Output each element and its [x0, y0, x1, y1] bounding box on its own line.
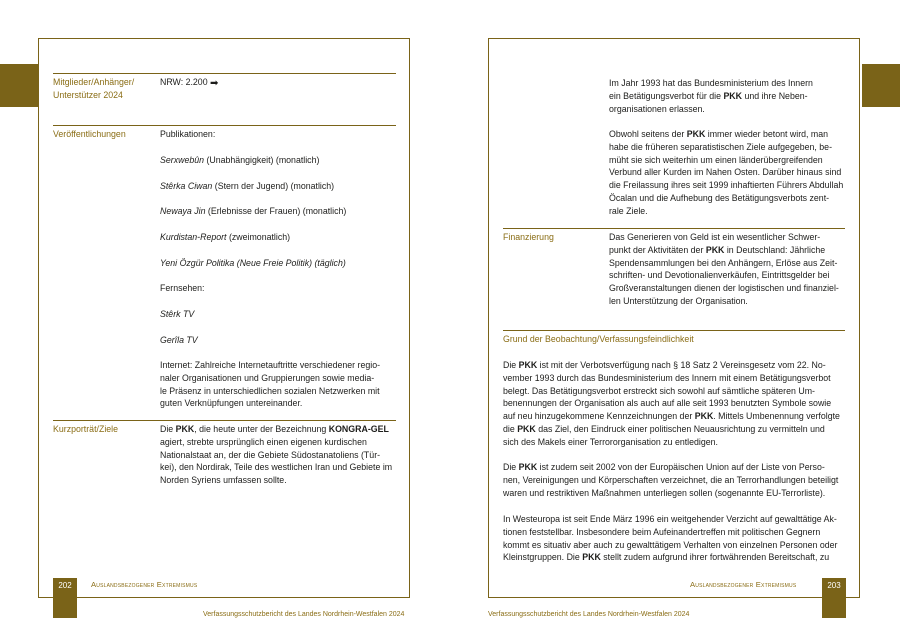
arrow-right-icon: ➡	[210, 78, 219, 89]
page-number-left: 202	[53, 578, 77, 618]
mitglieder-value	[160, 76, 218, 91]
tv-item: Gerîla TV	[160, 335, 198, 345]
publication-item: Yeni Özgür Politika (Neue Freie Politik) (täglich)	[160, 258, 346, 268]
left-side-tab	[0, 64, 38, 107]
page-number-right: 203	[822, 578, 846, 618]
publication-item: Stêrka Ciwan (Stern der Jugend) (monatlich)	[160, 181, 335, 191]
left-page	[38, 38, 410, 598]
label-finanzierung: Finanzierung	[503, 232, 554, 242]
running-head-right: Auslandsbezogener Extremismus	[690, 580, 797, 589]
publication-item: Kurdistan-Report (zweimonatlich)	[160, 232, 291, 242]
footer-right: Verfassungsschutzbericht des Landes Nordrhein-Westfalen 2024	[488, 611, 690, 618]
para-ziele: Obwohl seitens der PKK immer wieder betont wird, man habe die früheren separatistischen Ziele aufgegeben, be- müht sie sich weiterhin um einen länderübergreifenden Verbund aller Kurden im Nahen Osten. Darüber hinaus sind die Freilassung ihres seit 1999 inhaftierten Führers Abdullah Öcalan und die Aufhebung des Betätigungsverbots zent- rale Ziele.	[609, 129, 844, 216]
label-mitglieder	[53, 76, 134, 102]
mitglieder-count: NRW: 2.200	[160, 77, 208, 87]
finanzierung-text: Das Generieren von Geld ist ein wesentlicher Schwer- punkt der Aktivitäten der PKK in Deutschland: Jährliche Spendensammlungen bei den Anhängern, Erlöse aus Zeit- schriften- und Devotionalienverkäufen, Eintrittsgelder bei Großveranstaltungen dienen der logistischen und finanziel- len Unterstützung der Organisation.	[609, 232, 839, 306]
label-kurzportraet: Kurzporträt/Ziele	[53, 424, 119, 434]
grund-paragraph-2: Die PKK ist zudem seit 2002 von der Europäischen Union auf der Liste von Perso- nen, Vereinigungen und Körperschaften verzeichnet, die an Terrorhandlungen beteiligt waren und restriktiven Maßnahmen unterliegen sollen (sogenannte EU-Terrorliste).	[503, 462, 839, 498]
rule-top-left	[53, 73, 396, 74]
internet-text: Internet: Zahlreiche Internetauftritte verschiedener regio- naler Organisationen und Gruppierungen sowie media- le Präsenz in unterschiedlichen sozialen Netzwerken mit guten Verknüpfungen untereinander.	[160, 360, 381, 409]
label-line: Unterstützer 2024	[53, 89, 123, 100]
grund-heading: Grund der Beobachtung/Verfassungsfeindlichkeit	[503, 334, 694, 344]
rule-kurz	[53, 420, 396, 421]
rule-grund	[503, 330, 845, 331]
label-line: Mitglieder/Anhänger/	[53, 77, 135, 87]
grund-paragraph-1: Die PKK ist mit der Verbotsverfügung nach § 18 Satz 2 Vereinsgesetz vom 22. No- vember 1993 durch das Bundesministerium des Innern mit einem Betätigungsverbot belegt. Das Betätigungsverbot erstreckt sich sowohl auf sämtliche späteren Um- benennungen der Organisation als auch auf alle seit 1993 benutzten Symbole sowie auf neu hinzugekommene Kennzeichnungen der PKK. Mittels Umbenennung verfolgte die PKK das Ziel, den Eindruck einer politischen Neuausrichtung zu vermitteln und sich des Makels einer Terrororganisation zu entledigen.	[503, 360, 840, 447]
footer-left: Verfassungsschutzbericht des Landes Nordrhein-Westfalen 2024	[203, 611, 405, 618]
label-veroeffentlichungen: Veröffentlichungen	[53, 129, 126, 139]
running-head-left: Auslandsbezogener Extremismus	[91, 580, 198, 589]
rule-veroeff	[53, 125, 396, 126]
rule-finanzierung	[503, 228, 845, 229]
fernsehen-heading: Fernsehen:	[160, 283, 205, 293]
tv-item: Stêrk TV	[160, 309, 195, 319]
publication-item: Serxwebûn (Unabhängigkeit) (monatlich)	[160, 155, 320, 165]
publication-item: Newaya Jin (Erlebnisse der Frauen) (monatlich)	[160, 206, 347, 216]
right-side-tab	[862, 64, 900, 107]
para-betaetigungsverbot: Im Jahr 1993 hat das Bundesministerium des Innern ein Betätigungsverbot für die PKK und ihre Neben- organisationen erlassen.	[609, 78, 813, 114]
kurzportraet-text: Die PKK, die heute unter der Bezeichnung KONGRA-GEL agiert, strebte ursprünglich einen eigenen kurdischen Nationalstaat an, der die Gebiete Südostanatoliens (Tür- kei), den Nordirak, Teile des westlichen Iran und Gebiete im Norden Syriens umfassen sollte.	[160, 424, 393, 486]
publikationen-heading: Publikationen:	[160, 129, 216, 139]
grund-paragraph-3: In Westeuropa ist seit Ende März 1996 ein weitgehender Verzicht auf gewalttätige Ak- tionen feststellbar. Insbesondere beim Aufeinandertreffen mit politischen Gegnern kommt es situativ aber auch zu gewalttätigem Verhalten von einzelnen Personen oder Kleinstgruppen. Die PKK stellt zudem aufgrund ihrer fortwährenden Bereitschaft, zu	[503, 514, 838, 563]
